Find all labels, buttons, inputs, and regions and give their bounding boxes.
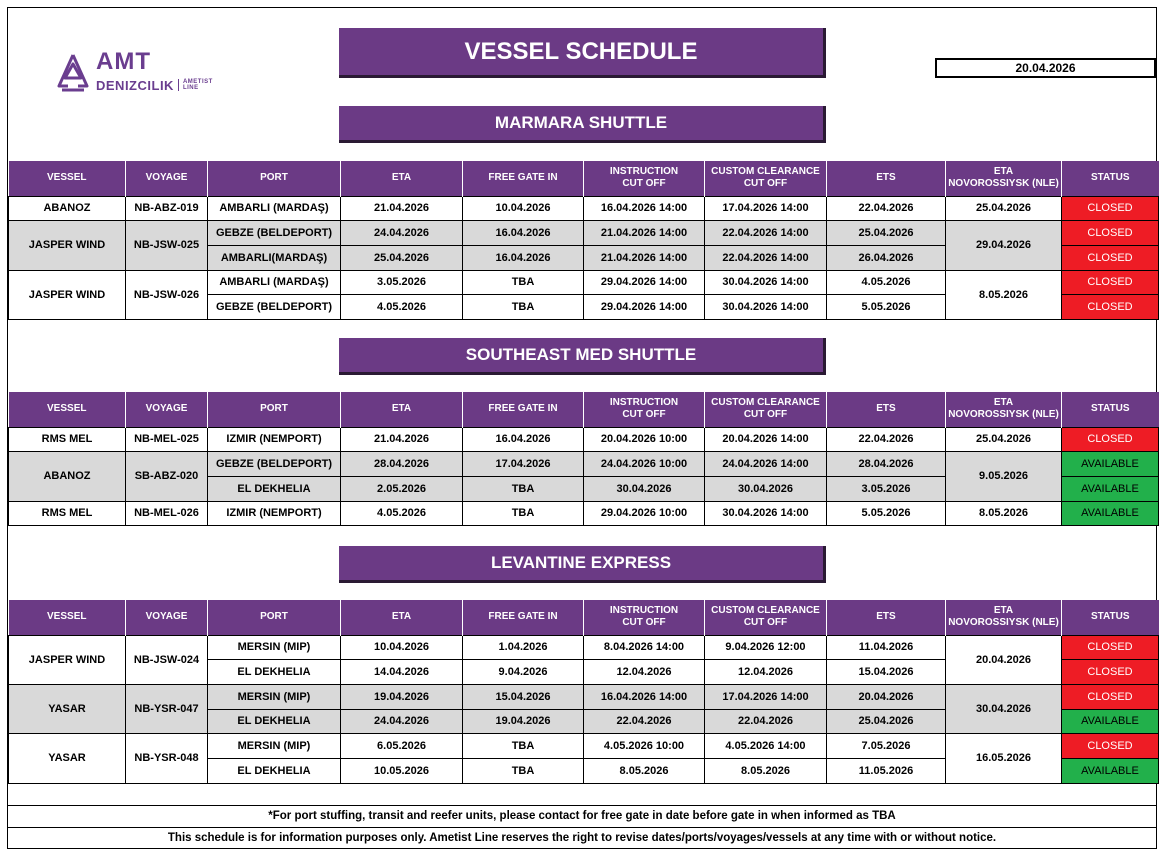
ets-cell: 20.04.2026 <box>827 684 946 709</box>
free-gate-in-cell: 16.04.2026 <box>463 221 584 246</box>
column-header-label: CUT OFF <box>743 178 788 190</box>
voyage-cell: NB-MEL-025 <box>126 427 208 452</box>
custom-cut-off-cell: 20.04.2026 14:00 <box>705 427 827 452</box>
brand-line-text <box>183 79 213 91</box>
ets-cell: 25.04.2026 <box>827 709 946 734</box>
column-header <box>463 600 584 635</box>
column-header <box>208 392 341 427</box>
column-header-label: ETS <box>876 611 896 623</box>
ets-cell: 26.04.2026 <box>827 245 946 270</box>
column-header <box>9 600 126 635</box>
voyage-cell: NB-JSW-026 <box>126 270 208 319</box>
vessel-cell: ABANOZ <box>9 452 126 501</box>
column-header <box>946 161 1062 196</box>
port-cell: AMBARLI(MARDAŞ) <box>208 245 341 270</box>
column-header-label: NOVOROSSIYSK (NLE) <box>948 617 1059 629</box>
voyage-cell: NB-YSR-048 <box>126 734 208 783</box>
port-cell: AMBARLI (MARDAŞ) <box>208 270 341 295</box>
column-header-label: INSTRUCTION <box>609 397 679 409</box>
free-gate-in-cell: TBA <box>463 295 584 320</box>
column-header <box>584 392 705 427</box>
table-row <box>9 196 1159 221</box>
eta-cell: 25.04.2026 <box>341 245 463 270</box>
section-title: MARMARA SHUTTLE <box>339 106 826 143</box>
port-cell: GEBZE (BELDEPORT) <box>208 452 341 477</box>
schedule-sheet <box>7 7 1157 849</box>
table-row <box>9 501 1159 526</box>
vessel-cell: YASAR <box>9 684 126 733</box>
column-header <box>584 161 705 196</box>
eta-nle-cell: 25.04.2026 <box>946 196 1062 221</box>
brand-name: AMT <box>96 48 151 75</box>
column-header-label: CUT OFF <box>622 617 666 629</box>
voyage-cell: NB-JSW-025 <box>126 221 208 270</box>
status-badge: CLOSED <box>1062 221 1159 246</box>
custom-cut-off-cell: 9.04.2026 12:00 <box>705 635 827 660</box>
column-header <box>827 392 946 427</box>
port-cell: MERSIN (MIP) <box>208 635 341 660</box>
voyage-cell: NB-MEL-026 <box>126 501 208 526</box>
free-gate-in-cell: 19.04.2026 <box>463 709 584 734</box>
port-cell: EL DEKHELIA <box>208 709 341 734</box>
column-header <box>341 161 463 196</box>
ets-cell: 5.05.2026 <box>827 501 946 526</box>
brand-sub-text: DENIZCILIK <box>96 78 174 93</box>
eta-nle-cell: 25.04.2026 <box>946 427 1062 452</box>
custom-cut-off-cell: 30.04.2026 14:00 <box>705 295 827 320</box>
column-header-label: CUT OFF <box>743 409 788 421</box>
column-header-label: PORT <box>260 172 288 184</box>
table-row <box>9 221 1159 246</box>
custom-cut-off-cell: 12.04.2026 <box>705 660 827 685</box>
column-header-label: INSTRUCTION <box>609 166 679 178</box>
column-header-label: CUT OFF <box>622 178 666 190</box>
column-header-label: ETA <box>993 397 1014 409</box>
custom-cut-off-cell: 22.04.2026 14:00 <box>705 221 827 246</box>
column-header <box>208 600 341 635</box>
status-badge: AVAILABLE <box>1062 501 1159 526</box>
column-header <box>9 161 126 196</box>
column-header-label: ETS <box>876 403 896 415</box>
status-badge: CLOSED <box>1062 295 1159 320</box>
ets-cell: 4.05.2026 <box>827 270 946 295</box>
column-header <box>208 161 341 196</box>
amt-logo-icon <box>56 52 90 92</box>
eta-cell: 19.04.2026 <box>341 684 463 709</box>
eta-cell: 28.04.2026 <box>341 452 463 477</box>
column-header-label: NOVOROSSIYSK (NLE) <box>948 178 1059 190</box>
column-header <box>463 392 584 427</box>
company-logo <box>56 48 256 108</box>
eta-nle-cell: 30.04.2026 <box>946 684 1062 733</box>
custom-cut-off-cell: 22.04.2026 14:00 <box>705 245 827 270</box>
footnote-disclaimer: This schedule is for information purposes only. Ametist Line reserves the right to revise dates/ports/voyages/vessels at any time with or without notice. <box>8 827 1156 849</box>
ets-cell: 22.04.2026 <box>827 427 946 452</box>
brand-separator <box>178 79 179 91</box>
column-header-label: ETA <box>391 611 412 623</box>
port-cell: IZMIR (NEMPORT) <box>208 501 341 526</box>
vessel-cell: RMS MEL <box>9 501 126 526</box>
column-header <box>705 161 827 196</box>
custom-cut-off-cell: 30.04.2026 <box>705 476 827 501</box>
custom-cut-off-cell: 22.04.2026 <box>705 709 827 734</box>
port-cell: MERSIN (MIP) <box>208 684 341 709</box>
free-gate-in-cell: TBA <box>463 270 584 295</box>
eta-cell: 4.05.2026 <box>341 295 463 320</box>
eta-cell: 10.05.2026 <box>341 758 463 783</box>
ets-cell: 15.04.2026 <box>827 660 946 685</box>
schedule-table <box>8 392 1159 526</box>
custom-cut-off-cell: 30.04.2026 14:00 <box>705 501 827 526</box>
status-badge: AVAILABLE <box>1062 709 1159 734</box>
eta-cell: 21.04.2026 <box>341 196 463 221</box>
instruction-cut-off-cell: 4.05.2026 10:00 <box>584 734 705 759</box>
vessel-cell: JASPER WIND <box>9 221 126 270</box>
port-cell: IZMIR (NEMPORT) <box>208 427 341 452</box>
status-badge: AVAILABLE <box>1062 452 1159 477</box>
port-cell: GEBZE (BELDEPORT) <box>208 221 341 246</box>
column-header <box>946 600 1062 635</box>
column-header-label: CUSTOM CLEARANCE <box>711 605 820 617</box>
column-header-label: VESSEL <box>47 611 87 623</box>
column-header <box>463 161 584 196</box>
column-header-label: CUT OFF <box>622 409 666 421</box>
custom-cut-off-cell: 8.05.2026 <box>705 758 827 783</box>
ets-cell: 11.05.2026 <box>827 758 946 783</box>
column-header-label: ETA <box>993 166 1014 178</box>
table-row <box>9 684 1159 709</box>
custom-cut-off-cell: 24.04.2026 14:00 <box>705 452 827 477</box>
vessel-cell: RMS MEL <box>9 427 126 452</box>
column-header <box>126 161 208 196</box>
port-cell: GEBZE (BELDEPORT) <box>208 295 341 320</box>
column-header <box>705 392 827 427</box>
voyage-cell: NB-JSW-024 <box>126 635 208 684</box>
free-gate-in-cell: 16.04.2026 <box>463 245 584 270</box>
column-header-label: VESSEL <box>47 172 87 184</box>
table-row <box>9 270 1159 295</box>
status-badge: AVAILABLE <box>1062 758 1159 783</box>
free-gate-in-cell: 15.04.2026 <box>463 684 584 709</box>
eta-nle-cell: 9.05.2026 <box>946 452 1062 501</box>
voyage-cell: NB-YSR-047 <box>126 684 208 733</box>
column-header-label: CUSTOM CLEARANCE <box>711 397 820 409</box>
free-gate-in-cell: 16.04.2026 <box>463 427 584 452</box>
eta-cell: 14.04.2026 <box>341 660 463 685</box>
footnote-tba: *For port stuffing, transit and reefer units, please contact for free gate in date before gate in when informed as TBA <box>8 805 1156 827</box>
column-header <box>341 600 463 635</box>
ets-cell: 25.04.2026 <box>827 221 946 246</box>
ets-cell: 11.04.2026 <box>827 635 946 660</box>
column-header <box>1062 392 1159 427</box>
ets-cell: 28.04.2026 <box>827 452 946 477</box>
ets-cell: 5.05.2026 <box>827 295 946 320</box>
table-row <box>9 734 1159 759</box>
instruction-cut-off-cell: 8.05.2026 <box>584 758 705 783</box>
page-title: VESSEL SCHEDULE <box>339 28 826 78</box>
free-gate-in-cell: 9.04.2026 <box>463 660 584 685</box>
vessel-cell: ABANOZ <box>9 196 126 221</box>
schedule-table <box>8 600 1159 784</box>
custom-cut-off-cell: 17.04.2026 14:00 <box>705 684 827 709</box>
eta-nle-cell: 16.05.2026 <box>946 734 1062 783</box>
free-gate-in-cell: TBA <box>463 758 584 783</box>
eta-nle-cell: 20.04.2026 <box>946 635 1062 684</box>
column-header <box>1062 600 1159 635</box>
custom-cut-off-cell: 4.05.2026 14:00 <box>705 734 827 759</box>
status-badge: AVAILABLE <box>1062 476 1159 501</box>
column-header-label: CUSTOM CLEARANCE <box>711 166 820 178</box>
eta-cell: 2.05.2026 <box>341 476 463 501</box>
column-header <box>946 392 1062 427</box>
column-header-label: INSTRUCTION <box>609 605 679 617</box>
table-header-row <box>9 161 1159 196</box>
instruction-cut-off-cell: 16.04.2026 14:00 <box>584 684 705 709</box>
instruction-cut-off-cell: 24.04.2026 10:00 <box>584 452 705 477</box>
column-header-label: VOYAGE <box>145 172 188 184</box>
column-header-label: ETA <box>993 605 1014 617</box>
column-header-label: VOYAGE <box>145 611 188 623</box>
status-badge: CLOSED <box>1062 427 1159 452</box>
table-row <box>9 452 1159 477</box>
column-header <box>1062 161 1159 196</box>
port-cell: EL DEKHELIA <box>208 660 341 685</box>
eta-cell: 10.04.2026 <box>341 635 463 660</box>
free-gate-in-cell: TBA <box>463 734 584 759</box>
status-badge: CLOSED <box>1062 245 1159 270</box>
custom-cut-off-cell: 30.04.2026 14:00 <box>705 270 827 295</box>
table-header-row <box>9 392 1159 427</box>
port-cell: EL DEKHELIA <box>208 476 341 501</box>
port-cell: EL DEKHELIA <box>208 758 341 783</box>
schedule-date: 20.04.2026 <box>935 58 1156 78</box>
ets-cell: 22.04.2026 <box>827 196 946 221</box>
instruction-cut-off-cell: 29.04.2026 10:00 <box>584 501 705 526</box>
instruction-cut-off-cell: 12.04.2026 <box>584 660 705 685</box>
instruction-cut-off-cell: 16.04.2026 14:00 <box>584 196 705 221</box>
eta-cell: 3.05.2026 <box>341 270 463 295</box>
status-badge: CLOSED <box>1062 635 1159 660</box>
column-header <box>584 600 705 635</box>
ets-cell: 3.05.2026 <box>827 476 946 501</box>
column-header-label: STATUS <box>1090 611 1130 623</box>
column-header-label: PORT <box>260 611 288 623</box>
eta-cell: 21.04.2026 <box>341 427 463 452</box>
brand-line-bottom: LINE <box>182 85 199 91</box>
instruction-cut-off-cell: 30.04.2026 <box>584 476 705 501</box>
instruction-cut-off-cell: 20.04.2026 10:00 <box>584 427 705 452</box>
column-header-label: ETA <box>391 403 412 415</box>
column-header-label: NOVOROSSIYSK (NLE) <box>948 409 1059 421</box>
eta-nle-cell: 8.05.2026 <box>946 270 1062 319</box>
eta-cell: 4.05.2026 <box>341 501 463 526</box>
column-header-label: ETA <box>391 172 412 184</box>
table-row <box>9 427 1159 452</box>
eta-cell: 24.04.2026 <box>341 221 463 246</box>
brand-line-top: AMETIST <box>182 79 213 85</box>
eta-nle-cell: 8.05.2026 <box>946 501 1062 526</box>
table-header-row <box>9 600 1159 635</box>
port-cell: MERSIN (MIP) <box>208 734 341 759</box>
column-header-label: FREE GATE IN <box>488 611 558 623</box>
instruction-cut-off-cell: 29.04.2026 14:00 <box>584 295 705 320</box>
brand-subtitle <box>96 78 213 93</box>
column-header <box>827 600 946 635</box>
vessel-cell: JASPER WIND <box>9 270 126 319</box>
instruction-cut-off-cell: 8.04.2026 14:00 <box>584 635 705 660</box>
port-cell: AMBARLI (MARDAŞ) <box>208 196 341 221</box>
instruction-cut-off-cell: 22.04.2026 <box>584 709 705 734</box>
column-header <box>126 600 208 635</box>
instruction-cut-off-cell: 21.04.2026 14:00 <box>584 221 705 246</box>
column-header-label: PORT <box>260 403 288 415</box>
free-gate-in-cell: 17.04.2026 <box>463 452 584 477</box>
free-gate-in-cell: 10.04.2026 <box>463 196 584 221</box>
column-header <box>341 392 463 427</box>
custom-cut-off-cell: 17.04.2026 14:00 <box>705 196 827 221</box>
column-header-label: VESSEL <box>47 403 87 415</box>
vessel-cell: YASAR <box>9 734 126 783</box>
column-header-label: FREE GATE IN <box>488 403 558 415</box>
voyage-cell: SB-ABZ-020 <box>126 452 208 501</box>
section-title: SOUTHEAST MED SHUTTLE <box>339 338 826 375</box>
column-header-label: FREE GATE IN <box>488 172 558 184</box>
free-gate-in-cell: TBA <box>463 501 584 526</box>
status-badge: CLOSED <box>1062 196 1159 221</box>
schedule-table <box>8 161 1159 320</box>
eta-cell: 6.05.2026 <box>341 734 463 759</box>
column-header <box>705 600 827 635</box>
status-badge: CLOSED <box>1062 734 1159 759</box>
instruction-cut-off-cell: 21.04.2026 14:00 <box>584 245 705 270</box>
column-header <box>9 392 126 427</box>
eta-cell: 24.04.2026 <box>341 709 463 734</box>
eta-nle-cell: 29.04.2026 <box>946 221 1062 270</box>
column-header-label: STATUS <box>1090 403 1130 415</box>
column-header-label: ETS <box>876 172 896 184</box>
column-header <box>827 161 946 196</box>
vessel-cell: JASPER WIND <box>9 635 126 684</box>
ets-cell: 7.05.2026 <box>827 734 946 759</box>
status-badge: CLOSED <box>1062 270 1159 295</box>
free-gate-in-cell: TBA <box>463 476 584 501</box>
section-title: LEVANTINE EXPRESS <box>339 546 826 583</box>
column-header <box>126 392 208 427</box>
status-badge: CLOSED <box>1062 684 1159 709</box>
instruction-cut-off-cell: 29.04.2026 14:00 <box>584 270 705 295</box>
voyage-cell: NB-ABZ-019 <box>126 196 208 221</box>
status-badge: CLOSED <box>1062 660 1159 685</box>
column-header-label: VOYAGE <box>145 403 188 415</box>
table-row <box>9 635 1159 660</box>
column-header-label: STATUS <box>1090 172 1130 184</box>
column-header-label: CUT OFF <box>743 617 788 629</box>
free-gate-in-cell: 1.04.2026 <box>463 635 584 660</box>
